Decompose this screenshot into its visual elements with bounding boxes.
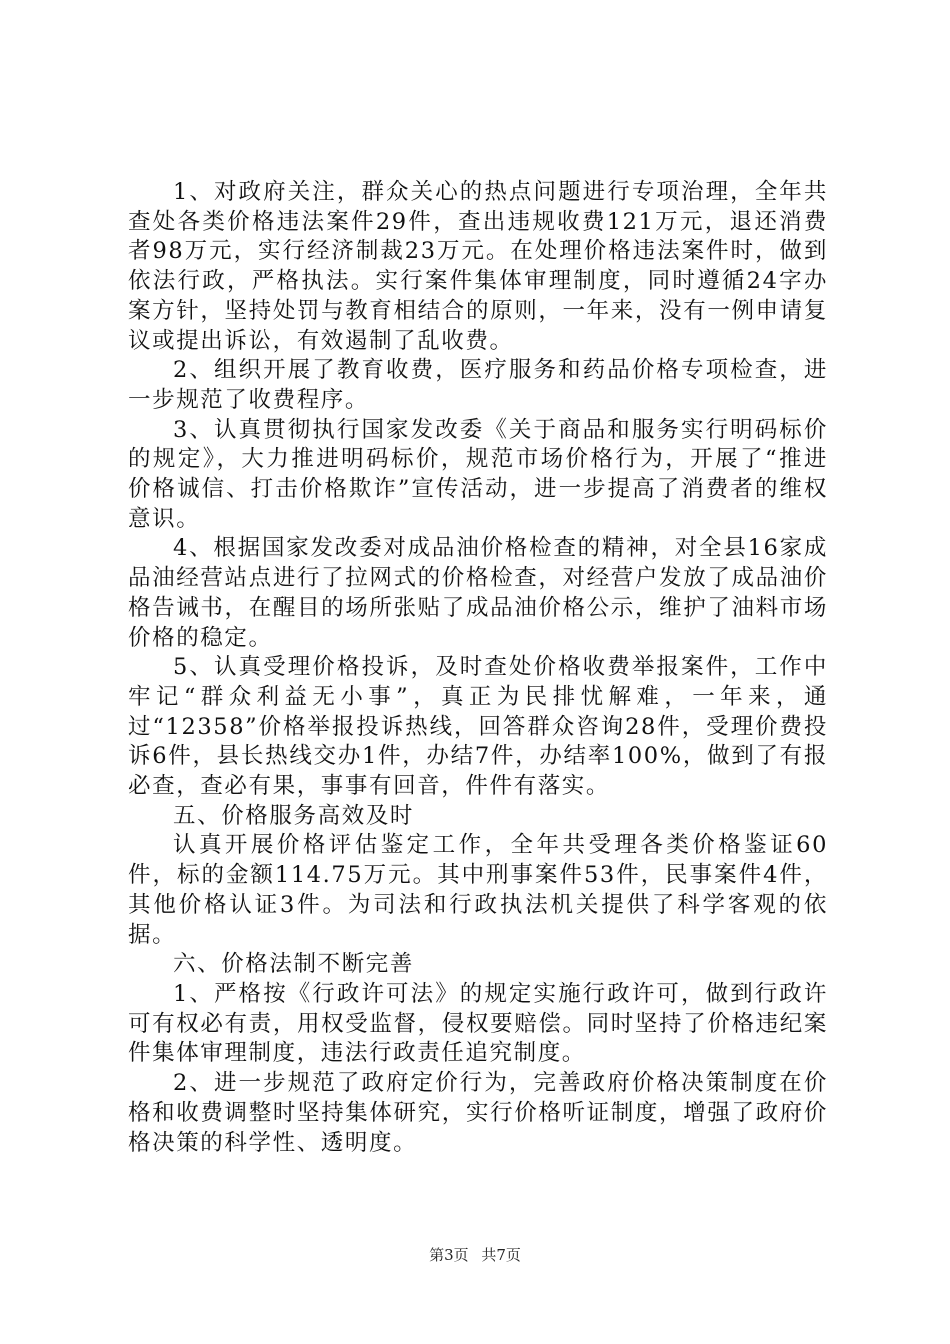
- page-footer: [0, 1244, 950, 1265]
- paragraph-6: 认真开展价格评估鉴定工作，全年共受理各类价格鉴证60件，标的金额114.75万元。其中刑事案件53件，民事案件4件，其他价格认证3件。为司法和行政执法机关提供了科学客观的依据。: [128, 832, 828, 948]
- paragraph-8: 2、进一步规范了政府定价行为，完善政府价格决策制度在价格和收费调整时坚持集体研究，实行价格听证制度，增强了政府价格决策的科学性、透明度。: [128, 1070, 828, 1156]
- page-number: 第3页: [429, 1246, 469, 1264]
- section-heading-5: 五、价格服务高效及时: [173, 802, 415, 829]
- paragraph-4: 4、根据国家发改委对成品油价格检查的精神，对全县16家成品油经营站点进行了拉网式的价格检查，对经营户发放了成品油价格告诫书，在醒目的场所张贴了成品油价格公示，维护了油料市场价格的稳定。: [128, 535, 828, 651]
- paragraph-5: 5、认真受理价格投诉，及时查处价格收费举报案件，工作中牢记“群众利益无小事”，真正为民排忧解难，一年来，通过“12358”价格举报投诉热线，回答群众咨询28件，受理价费投诉6件，县长热线交办1件，办结7件，办结率100%，做到了有报必查，查必有果，事事有回音，件件有落实。: [128, 654, 828, 800]
- paragraph-1: 1、对政府关注，群众关心的热点问题进行专项治理，全年共查处各类价格违法案件29件，查出违规收费121万元，退还消费者98万元，实行经济制裁23万元。在处理价格违法案件时，做到依法行政，严格执法。实行案件集体审理制度，同时遵循24字办案方针，坚持处罚与教育相结合的原则，一年来，没有一例申请复议或提出诉讼，有效遏制了乱收费。: [128, 179, 828, 354]
- document-body: [128, 178, 828, 1158]
- paragraph-7: 1、严格按《行政许可法》的规定实施行政许可，做到行政许可有权必有责，用权受监督，侵权要赔偿。同时坚持了价格违纪案件集体审理制度，违法行政责任追究制度。: [128, 980, 828, 1067]
- paragraph-3: 3、认真贯彻执行国家发改委《关于商品和服务实行明码标价的规定》，大力推进明码标价，规范市场价格行为，开展了“推进价格诚信、打击价格欺诈”宣传活动，进一步提高了消费者的维权意识。: [128, 416, 828, 532]
- paragraph-2: 2、组织开展了教育收费，医疗服务和药品价格专项检查，进一步规范了收费程序。: [128, 357, 828, 413]
- page-total: 共7页: [481, 1246, 521, 1264]
- section-heading-6: 六、价格法制不断完善: [173, 951, 415, 978]
